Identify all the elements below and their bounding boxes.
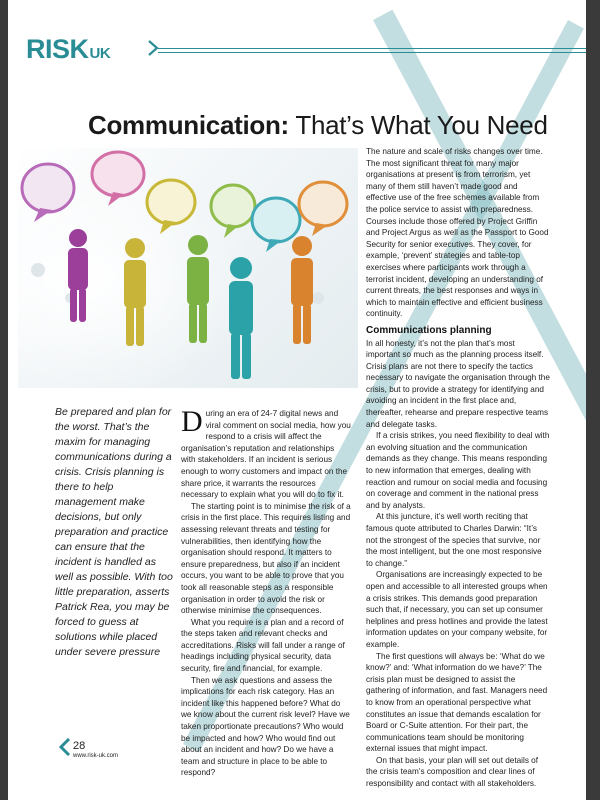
magazine-page: [8, 0, 586, 800]
paragraph: What you require is a plan and a record of the steps taken and relevant checks and accreditations. Risks will fall under a range of headings including physical security, data security, fire and financial, for example.: [181, 617, 345, 674]
article-column-1: [181, 405, 351, 779]
hero-image: [18, 148, 358, 388]
risk-uk-logo: RISKUK: [26, 34, 111, 64]
masthead: [26, 30, 586, 70]
paragraph: During an era of 24-7 digital news and viral comment on social media, how you respond to a crisis will affect the organisation’s reputation and relationships with stakeholders. If an incident is serious enough to worry customers and impact on the share price, it warrants the resources necessary to explain what you will do to fix it.: [181, 405, 351, 500]
paragraph: If a crisis strikes, you need flexibility to deal with an evolving situation and the communication demands as they change. This means responding to new information that emerges, dealing with reaction and rumour on social media and focusing on coverage and comment in the national press and by analysts.: [366, 431, 550, 510]
masthead-rule: [158, 52, 586, 53]
website-url: www.risk-uk.com: [73, 753, 119, 759]
paragraph: The starting point is to minimise the risk of a crisis in the first place. This requires listing and assessing relevant threats and testing for vulnerabilities, then identifying how the organisation should respond. It matters to ensure preparedness, but also if an incident occurs, you want to be able to prove that you took all reasonable steps as a responsible organisation in order to avoid the risk or otherwise minimise the consequences.: [181, 501, 351, 616]
paragraph: In all honesty, it’s not the plan that’s most important so much as the planning process itself. Crisis plans are not there to specify the tactics necessary to navigate the organisation through the crisis, but to provide a strategy for identifying and avoiding an incident in the first place and, thereafter, rehearse and prepare respective teams and delegate tasks.: [366, 338, 550, 429]
page-number: 28: [73, 740, 86, 752]
article-standfirst: Be prepared and plan for the worst. That’s the maxim for managing communications during a crisis. Crisis planning is there to help management make decisions, but only preparation and practice can ensure that the incident is handled as well as possible. With too little preparation, asserts Patrick Rea, you may be forced to guess at solutions while placed under severe pressure: [55, 406, 173, 658]
paragraph: Organisations are increasingly expected to be open and accessible to all interested groups when a crisis strikes. This demands good preparation such that, if necessary, you can set up consumer helplines and press hotlines and provide the latest information updates on your company website, for example.: [366, 570, 548, 649]
paragraph: At this juncture, it’s well worth reciting that famous quote attributed to Charles Darwin: “It’s not the strongest of the species that survive, nor the most intelligent, but the one most responsive to change.”: [366, 512, 542, 568]
article-column-2: [366, 146, 550, 790]
masthead-rule: [158, 48, 586, 49]
drop-cap: D: [181, 405, 203, 438]
paragraph: The nature and scale of risks changes over time. The most significant threat for many major organisations at present is from terrorism, yet many of them still haven’t made good and effective use of the free schemes available from the police service to assist with preparedness. Courses include those offered by Project Griffin and Project Argus as well as the Passport to Good Security for senior executives. They cover, for example, ‘prevent’ strategies and table-top exercises where participants work through a terrorist incident, developing an understanding of current threats, the best responses and ways in which to maintain effective and efficient business continuity.: [366, 147, 549, 319]
paragraph: Then we ask questions and assess the implications for each risk category. Has an incident like this happened before? What do we know about the current risk level? Have we taken proportionate precautions? Who would be impacted and how? Who would find out about an incident and how? Do we have a team and structure in place to be able to respond?: [181, 675, 350, 778]
article-title: Communication: That’s What You Need: [88, 110, 548, 140]
chevron-left-icon: [58, 738, 72, 756]
paragraph: On that basis, your plan will set out details of the crisis team’s composition and clear lines of responsibility and contact with all stakeholders.: [366, 755, 539, 789]
paragraph: The first questions will always be: ‘What do we know?’ and: ‘What information do we have?’ The crisis plan must be designed to assist the gathering of information, and fast. Managers need to know from an operational perspective what constitutes an issue that demands escalation for Board or C-Suite attention. For their part, the communications team should be monitoring external issues that might impact.: [366, 651, 548, 754]
people-speech-bubbles-illustration: [18, 148, 358, 388]
section-heading: Communications planning: [366, 324, 492, 336]
